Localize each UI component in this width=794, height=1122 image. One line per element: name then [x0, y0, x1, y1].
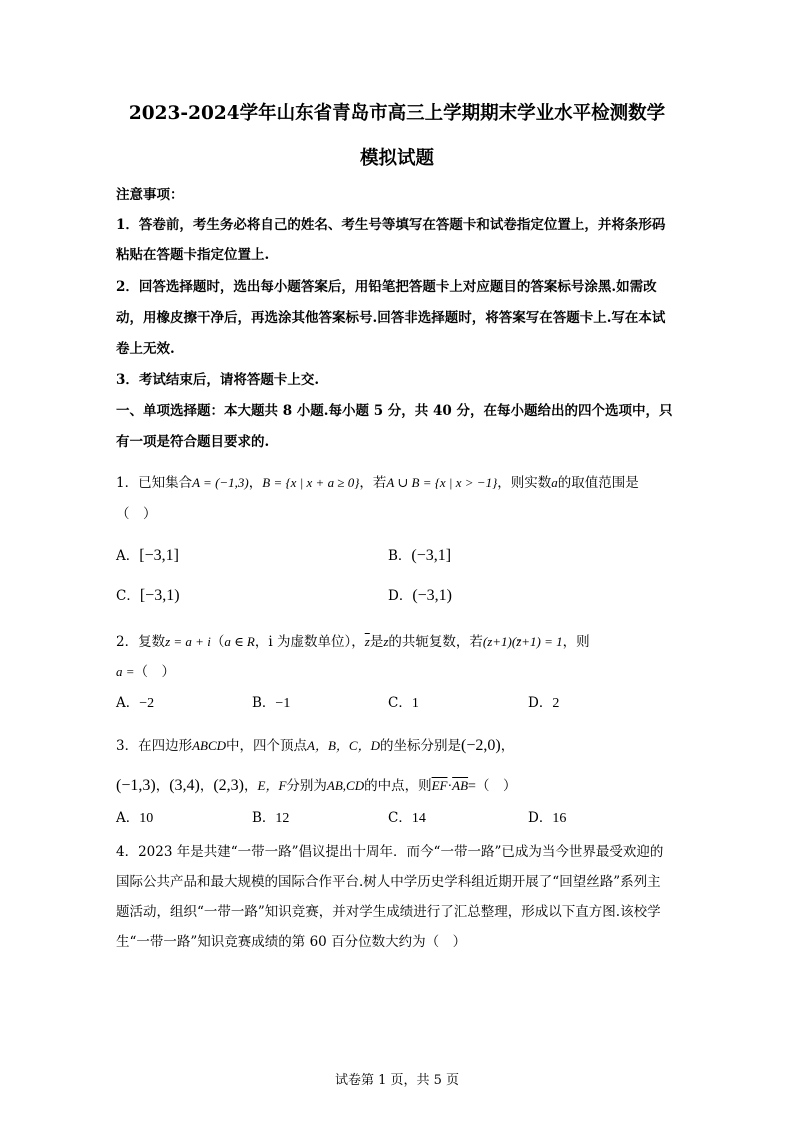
q1-union: A ∪ B = {x | x > −1} [386, 475, 498, 490]
page-title: 2023-2024学年山东省青岛市高三上学期期末学业水平检测数学 [128, 103, 666, 124]
page-footer: 试卷第 1 页，共 5 页 [334, 1073, 460, 1088]
notice-heading: 注意事项： [116, 187, 184, 203]
q3-coord-a: (−2,0) [461, 737, 501, 754]
notice-item-2: 2．回答选择题时，选出每小题答案后，用铅笔把答题卡上对应题目的答案标号涂黑.如需改 [116, 279, 657, 295]
q3-option-c: C．14 [388, 810, 426, 826]
q1-set-a: A = (−1,3) [192, 475, 249, 490]
q3-stem-cont: (−1,3)，(3,4)，(2,3)，E，F分别为AB,CD的中点，则$\overline{EF}\cdot\overline{AB}=$（ ） [116, 777, 517, 794]
q1-option-b: B．(−3,1] [388, 547, 452, 564]
q1-option-a: A．[−3,1] [116, 547, 179, 564]
q4-stem-cont3: 生“一带一路”知识竞赛成绩的第 60 百分位数大约为（ ） [116, 934, 467, 950]
q2-stem: 2．复数z = a + i（a ∈ R，i 为虚数单位），$\overline{z}$是z的共轭复数，若(z+1)(z̄+1) = 1，则 [116, 634, 590, 650]
q2-option-d: D．2 [528, 695, 560, 711]
q4-stem-cont2: 题活动，组织“一带一路”知识竞赛，并对学生成绩进行了汇总整理，形成以下直方图.该校学 [116, 904, 661, 920]
q3-coord-c: (3,4) [169, 777, 200, 794]
q3-coord-d: (2,3) [213, 777, 244, 794]
notice-item-1: 1．答卷前，考生务必将自己的姓名、考生号等填写在答题卡和试卷指定位置上，并将条形码 [116, 217, 666, 233]
q2-option-a: A．−2 [116, 695, 155, 711]
q4-stem: 4．2023 年是共建“一带一路”倡议提出十周年．而今“一带一路”已成为当今世界最受欢迎的 [116, 844, 664, 860]
notice-item-3: 3．考试结束后，请将答题卡上交. [116, 372, 320, 388]
q3-option-d: D．16 [528, 810, 567, 826]
notice-item-2-cont2: 卷上无效. [116, 341, 175, 357]
q2-option-c: C．1 [388, 695, 419, 711]
q1-set-b: B = {x | x + a ≥ 0} [262, 475, 360, 490]
q2-ask: a =（ ） [116, 664, 176, 680]
q3-option-a: A．10 [116, 810, 154, 826]
q1-stem: 1．已知集合A = (−1,3)，B = {x | x + a ≥ 0}，若A ∪ B = {x | x > −1}，则实数a的取值范围是 [116, 475, 639, 491]
page-subtitle: 模拟试题 [359, 148, 434, 169]
q2-option-b: B．−1 [252, 695, 291, 711]
q3-option-b: B．12 [252, 810, 290, 826]
q1-paren: （ ） [116, 506, 157, 522]
section-heading-cont: 有一项是符合题目要求的. [116, 434, 270, 450]
notice-item-1-cont: 粘贴在答题卡指定位置上. [116, 247, 270, 263]
notice-item-2-cont: 动，用橡皮擦干净后，再选涂其他答案标号.回答非选择题时，将答案写在答题卡上.写在本试 [116, 310, 666, 326]
q4-stem-cont1: 国际公共产品和最大规模的国际合作平台.树人中学历史学科组近期开展了“回望丝路”系列主 [116, 874, 661, 890]
q2-equation: (z+1)(z̄+1) = 1 [482, 634, 563, 649]
q1-option-c: C．[−3,1) [116, 587, 180, 604]
q3-coord-b: (−1,3) [116, 777, 156, 794]
q3-stem: 3．在四边形ABCD中，四个顶点A，B，C，D的坐标分别是(−2,0)， [116, 737, 515, 754]
q1-option-d: D．(−3,1) [388, 587, 453, 604]
section-heading: 一、单项选择题：本大题共 8 小题.每小题 5 分，共 40 分，在每小题给出的四个选项中，只 [116, 403, 673, 419]
